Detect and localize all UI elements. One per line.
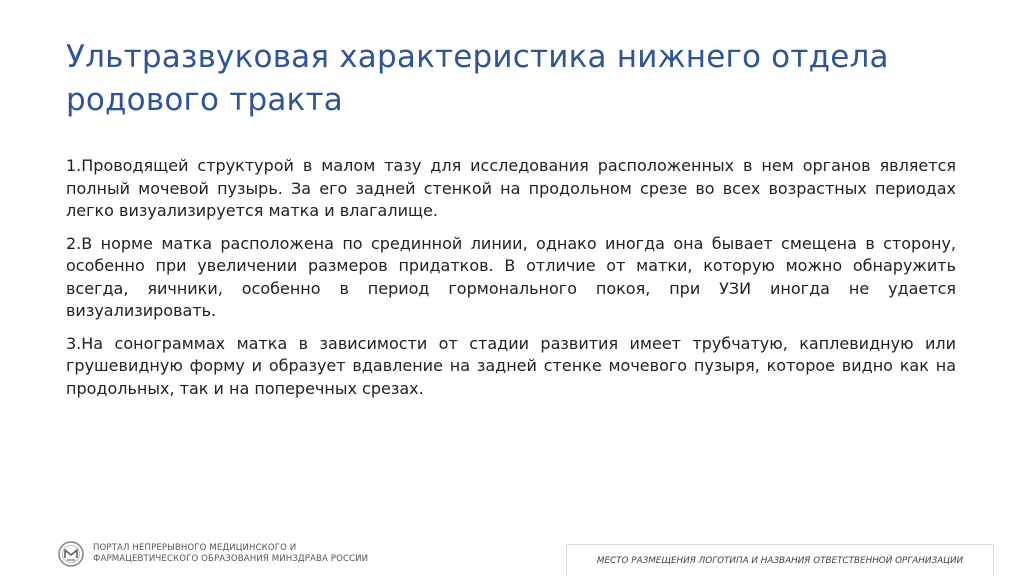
portal-name-line-2: ФАРМАЦЕВТИЧЕСКОГО ОБРАЗОВАНИЯ МИНЗДРАВА РОССИИ xyxy=(93,554,369,564)
paragraph-2: 2.В норме матка расположена по срединной линии, однако иногда она бывает смещена в сторону, особенно при увеличении размеров придатков. В отличие от матки, которую можно обнаружить всегда, яичники, особенно в период гормонального покоя, при УЗИ иногда не удается визуализировать. xyxy=(66,233,956,320)
slide-title: Ультразвуковая характеристика нижнего отдела родового тракта xyxy=(66,39,889,118)
portal-name-line-1: ПОРТАЛ НЕПРЕРЫВНОГО МЕДИЦИНСКОГО И xyxy=(93,543,297,553)
organization-placeholder-text: МЕСТО РАЗМЕЩЕНИЯ ЛОГОТИПА И НАЗВАНИЯ ОТВЕТСТВЕННОЙ ОРГАНИЗАЦИИ xyxy=(596,555,964,566)
portal-branding xyxy=(58,541,368,567)
paragraph-3: 3.На сонограммах матка в зависимости от стадии развития имеет трубчатую, каплевидную или грушевидную форму и образует вдавление на задней стенке мочевого пузыря, которое видно как на продольных, так и на поперечных срезах. xyxy=(66,333,956,398)
slide-body xyxy=(66,155,956,410)
organization-logo-placeholder xyxy=(566,544,994,576)
portal-logo-icon xyxy=(58,541,84,567)
portal-name xyxy=(93,543,368,565)
paragraph-1: 1.Проводящей структурой в малом тазу для исследования расположенных в нем органов является полный мочевой пузырь. За его задней стенкой на продольном срезе во всех возрастных периодах легко визуализируется матка и влагалище. xyxy=(66,156,956,220)
